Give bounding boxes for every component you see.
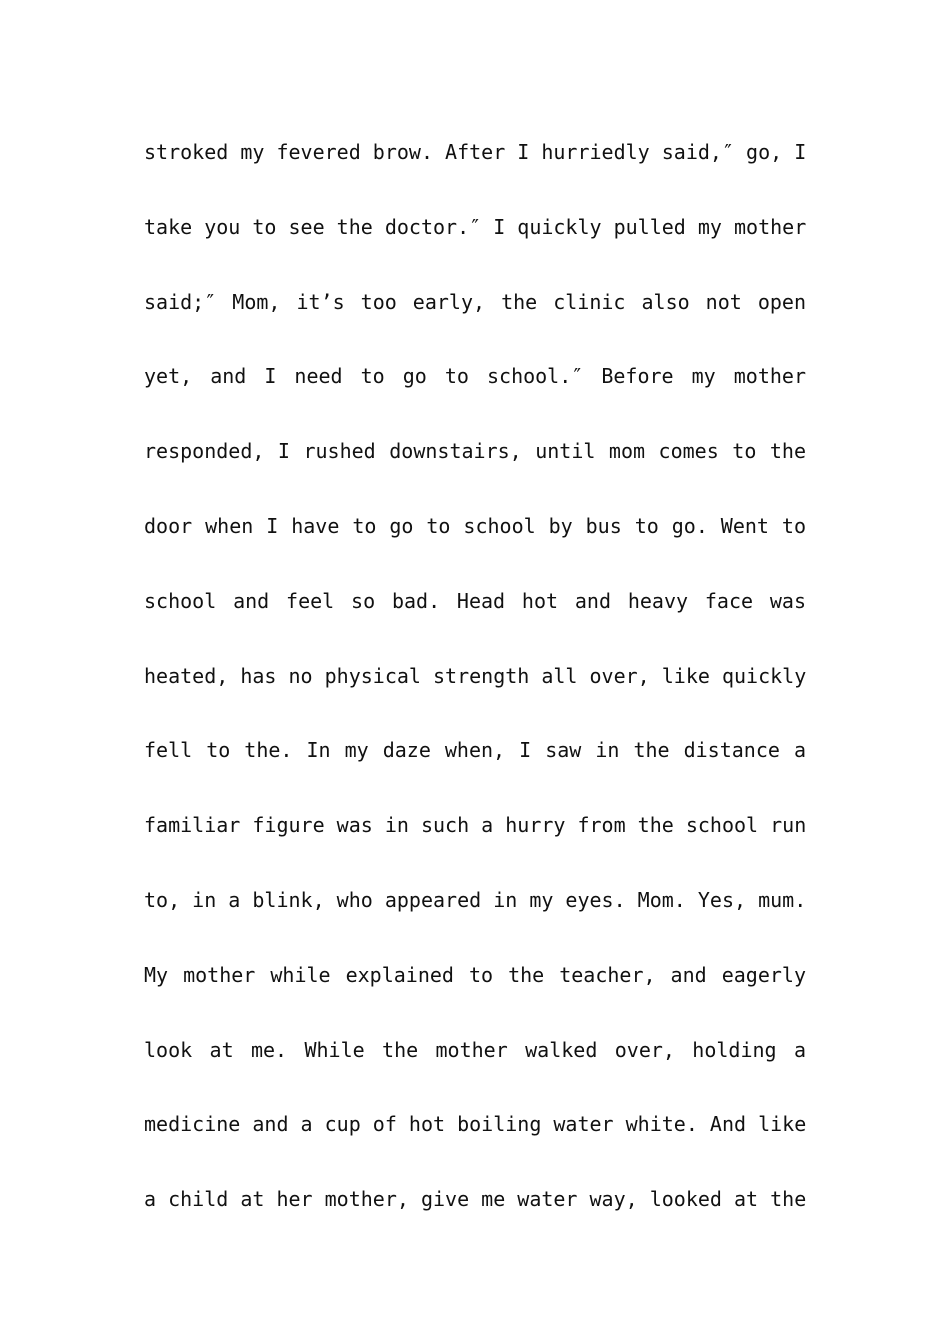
text-line: medicine and a cup of hot boiling water white. And like xyxy=(144,1112,806,1137)
text-line: fell to the. In my daze when, I saw in the distance a xyxy=(144,738,806,763)
text-line: My mother while explained to the teacher, and eagerly xyxy=(144,962,806,987)
text-line: heated, has no physical strength all over, like quickly xyxy=(144,663,806,688)
text-line: responded, I rushed downstairs, until mom comes to the xyxy=(144,439,806,464)
body-text xyxy=(144,132,806,1254)
text-line: door when I have to go to school by bus to go. Went to xyxy=(144,513,806,538)
text-line: a child at her mother, give me water way, looked at the xyxy=(144,1187,806,1212)
text-line: stroked my fevered brow. After I hurriedly said,″ go, I xyxy=(144,140,806,164)
text-line: take you to see the doctor.″ I quickly pulled my mother xyxy=(144,214,806,239)
text-line: school and feel so bad. Head hot and heavy face was xyxy=(144,588,806,613)
text-line: yet, and I need to go to school.″ Before my mother xyxy=(144,364,806,389)
text-line: to, in a blink, who appeared in my eyes. Mom. Yes, mum. xyxy=(144,887,806,912)
text-line: look at me. While the mother walked over, holding a xyxy=(144,1037,806,1062)
text-line: familiar figure was in such a hurry from the school run xyxy=(144,813,806,838)
text-line: said;″ Mom, it’s too early, the clinic also not open xyxy=(144,289,806,314)
